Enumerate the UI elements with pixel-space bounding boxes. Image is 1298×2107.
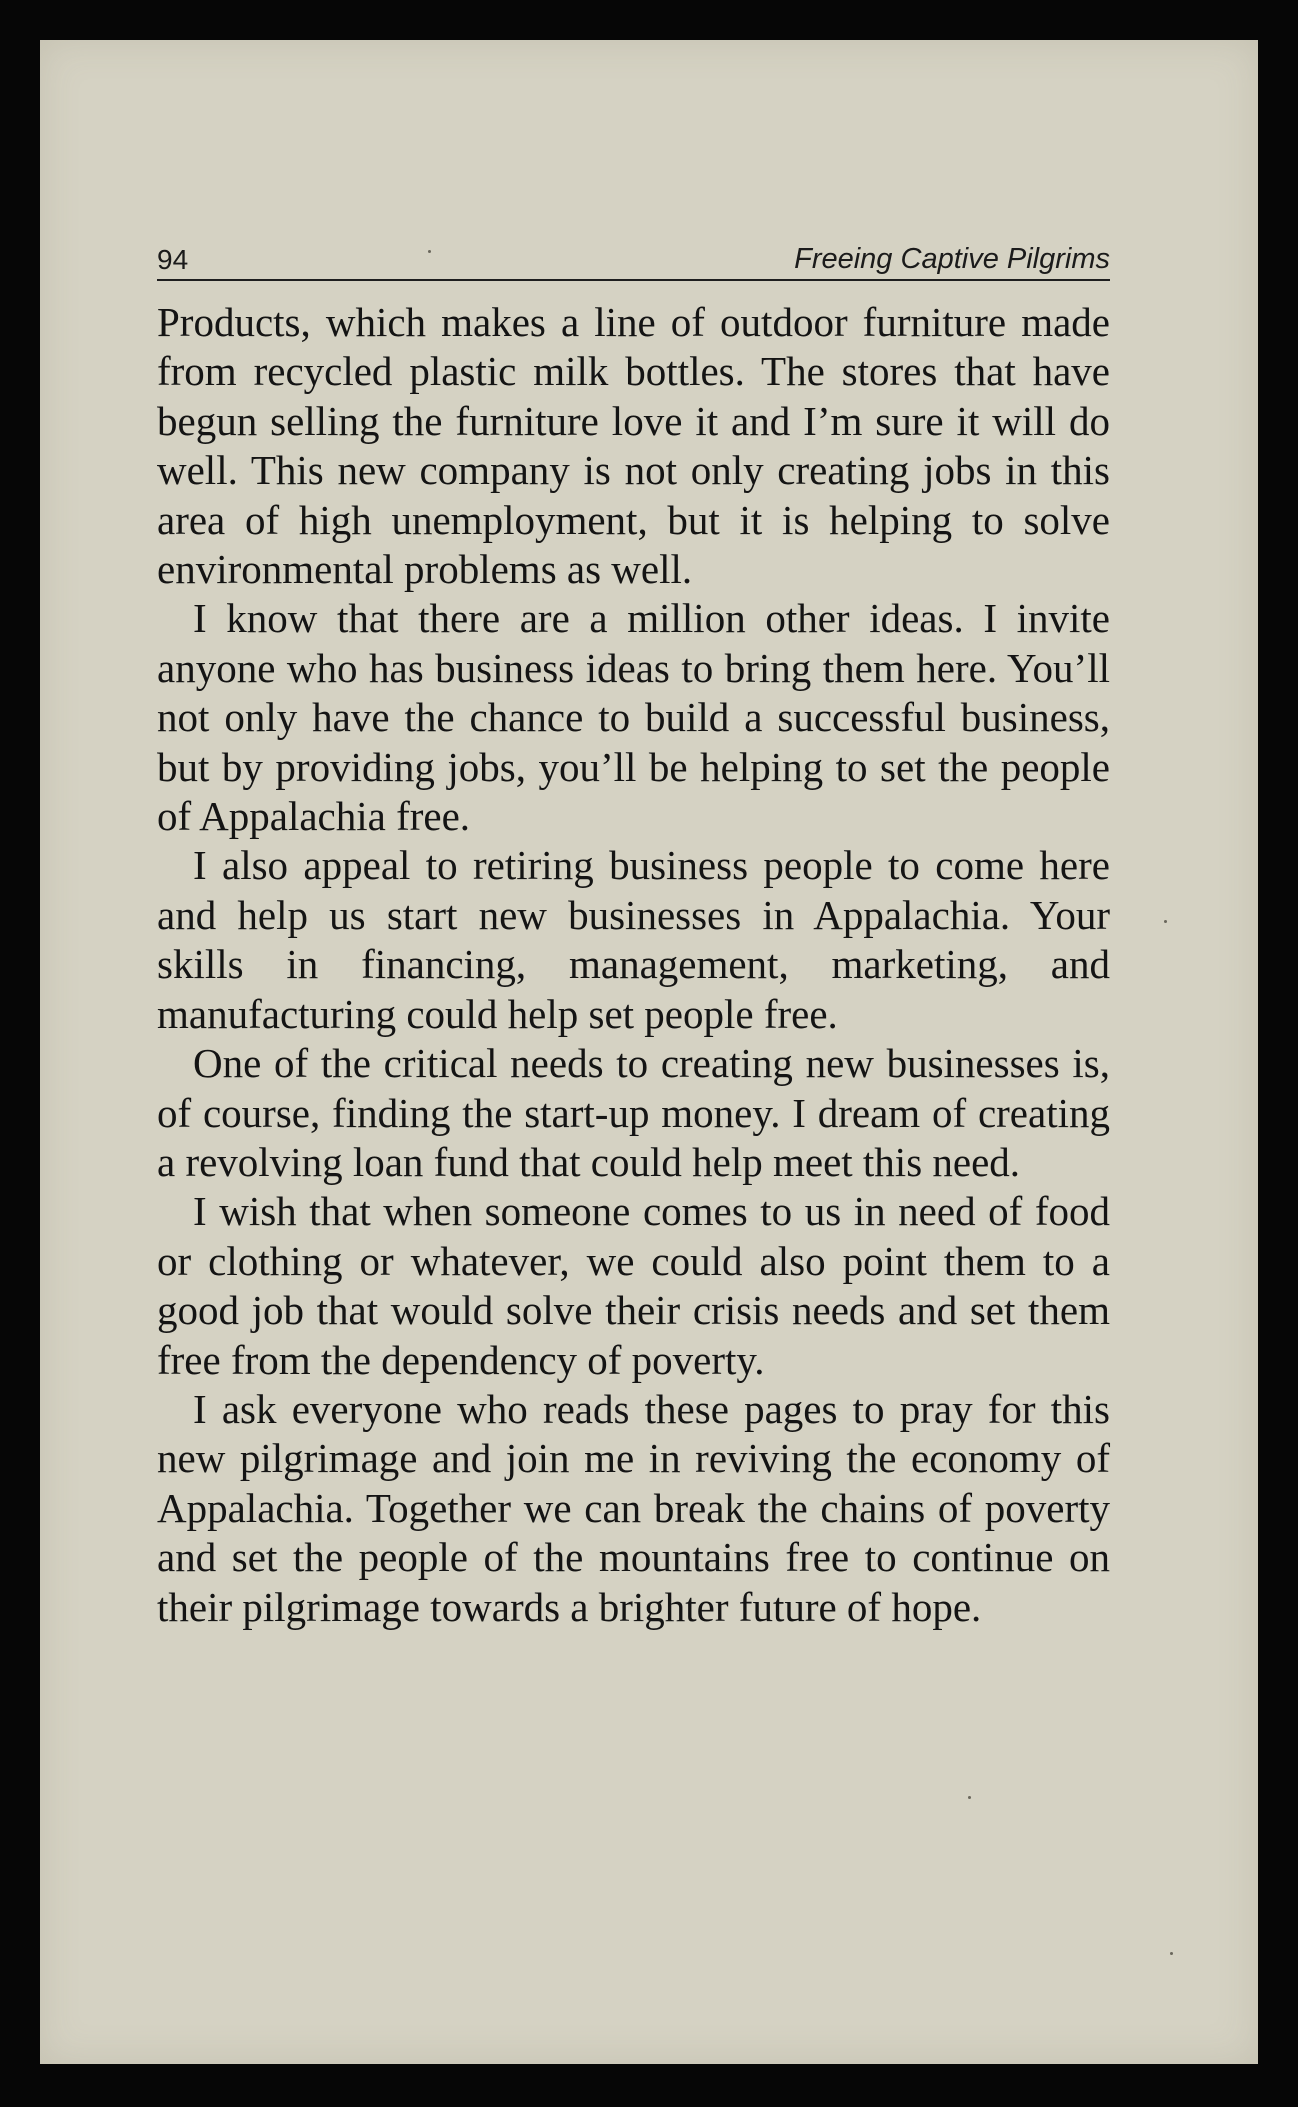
- paragraph: I ask everyone who reads these pages to pray for this new pilgrimage and join me in reviving the economy of Appalachia. Together we can break the chains of poverty and set the people of the mountains free to continue on their pilgrimage towards a brighter future of hope.: [157, 1385, 1110, 1630]
- running-header: [157, 233, 1110, 281]
- running-title: Freeing Captive Pilgrims: [794, 243, 1110, 275]
- paragraph-continued: Products, which makes a line of outdoor furniture made from recycled plastic milk bottles. The stores that have begun selling the furniture love it and I’m sure it will do well. This new company is not only creating jobs in this area of high unemployment, but it is helping to solve environmental problems as well.: [157, 299, 1110, 593]
- paper-speck: [1164, 920, 1167, 923]
- paragraph: I wish that when someone comes to us in need of food or clothing or whatever, we could also point them to a good job that would solve their crisis needs and set them free from the dependency of poverty.: [157, 1188, 1110, 1383]
- body-text: [157, 298, 1110, 1632]
- paragraph: I know that there are a million other ideas. I invite anyone who has business ideas to bring them here. You’ll not only have the chance to build a successful business, but by providing jobs, you’ll be helping to set the people of Appalachia free.: [157, 595, 1110, 840]
- paper-speck: [968, 1796, 971, 1799]
- page-number: 94: [157, 244, 189, 275]
- paper-speck: [1170, 1952, 1173, 1955]
- paragraph: I also appeal to retiring business people to come here and help us start new businesses in Appalachia. Your skills in financing, management, marketing, and manufacturing could help set people free.: [157, 842, 1110, 1037]
- paragraph: One of the critical needs to creating new businesses is, of course, finding the start-up money. I dream of creating a revolving loan fund that could help meet this need.: [157, 1040, 1110, 1185]
